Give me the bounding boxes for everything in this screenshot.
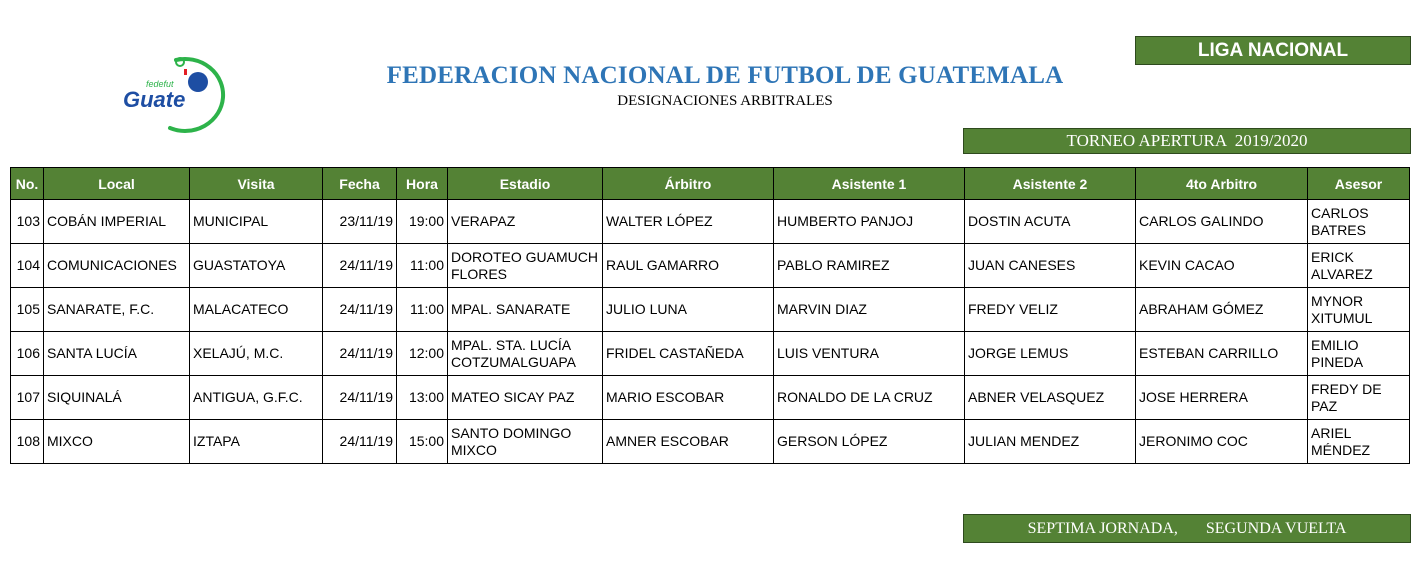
cell-asesor: CARLOS BATRES [1308,200,1410,244]
table-row [11,332,1410,376]
cell-arbitro: MARIO ESCOBAR [603,376,774,420]
cell-no: 104 [11,244,44,288]
header-estadio: Estadio [448,168,603,200]
table-row [11,200,1410,244]
cell-4to-arbitro: JOSE HERRERA [1136,376,1308,420]
cell-fecha: 24/11/19 [323,288,397,332]
fedefut-guate-logo [118,52,238,134]
cell-hora: 15:00 [397,420,448,464]
cell-hora: 11:00 [397,288,448,332]
cell-asistente-1: GERSON LÓPEZ [774,420,965,464]
header-asistente-2: Asistente 2 [965,168,1136,200]
cell-local: SIQUINALÁ [44,376,190,420]
cell-hora: 12:00 [397,332,448,376]
cell-no: 105 [11,288,44,332]
cell-visita: IZTAPA [190,420,323,464]
cell-no: 106 [11,332,44,376]
cell-4to-arbitro: JERONIMO COC [1136,420,1308,464]
cell-estadio: MPAL. SANARATE [448,288,603,332]
cell-asesor: FREDY DE PAZ [1308,376,1410,420]
cell-asistente-1: PABLO RAMIREZ [774,244,965,288]
cell-arbitro: AMNER ESCOBAR [603,420,774,464]
table-row [11,420,1410,464]
cell-local: MIXCO [44,420,190,464]
cell-4to-arbitro: ESTEBAN CARRILLO [1136,332,1308,376]
cell-local: SANARATE, F.C. [44,288,190,332]
cell-fecha: 24/11/19 [323,420,397,464]
header-local: Local [44,168,190,200]
page-title: FEDERACION NACIONAL DE FUTBOL DE GUATEMALA [386,62,1064,89]
header-no: No. [11,168,44,200]
cell-hora: 19:00 [397,200,448,244]
cell-estadio: MATEO SICAY PAZ [448,376,603,420]
cell-visita: MUNICIPAL [190,200,323,244]
cell-fecha: 24/11/19 [323,376,397,420]
header-asesor: Asesor [1308,168,1410,200]
cell-asistente-2: FREDY VELIZ [965,288,1136,332]
table-header-row [11,168,1410,200]
header-4to-arbitro: 4to Arbitro [1136,168,1308,200]
cell-asesor: EMILIO PINEDA [1308,332,1410,376]
cell-hora: 13:00 [397,376,448,420]
header-arbitro: Árbitro [603,168,774,200]
cell-asistente-2: JULIAN MENDEZ [965,420,1136,464]
logo-small-text: fedefut [146,79,174,89]
cell-estadio: VERAPAZ [448,200,603,244]
logo-main-text: Guate [123,87,186,112]
header-fecha: Fecha [323,168,397,200]
cell-local: SANTA LUCÍA [44,332,190,376]
cell-asistente-1: LUIS VENTURA [774,332,965,376]
cell-4to-arbitro: CARLOS GALINDO [1136,200,1308,244]
cell-asistente-2: ABNER VELASQUEZ [965,376,1136,420]
cell-no: 103 [11,200,44,244]
cell-asistente-2: JUAN CANESES [965,244,1136,288]
cell-local: COBÁN IMPERIAL [44,200,190,244]
cell-fecha: 23/11/19 [323,200,397,244]
table-row [11,288,1410,332]
header-hora: Hora [397,168,448,200]
jornada-label: SEPTIMA JORNADA, SEGUNDA VUELTA [963,514,1411,543]
cell-no: 108 [11,420,44,464]
cell-visita: MALACATECO [190,288,323,332]
cell-asistente-1: MARVIN DIAZ [774,288,965,332]
cell-arbitro: RAUL GAMARRO [603,244,774,288]
cell-fecha: 24/11/19 [323,332,397,376]
cell-visita: GUASTATOYA [190,244,323,288]
cell-fecha: 24/11/19 [323,244,397,288]
cell-local: COMUNICACIONES [44,244,190,288]
cell-no: 107 [11,376,44,420]
cell-asistente-2: DOSTIN ACUTA [965,200,1136,244]
cell-4to-arbitro: ABRAHAM GÓMEZ [1136,288,1308,332]
cell-asistente-1: HUMBERTO PANJOJ [774,200,965,244]
cell-4to-arbitro: KEVIN CACAO [1136,244,1308,288]
cell-arbitro: WALTER LÓPEZ [603,200,774,244]
header-asistente-1: Asistente 1 [774,168,965,200]
liga-nacional-label: LIGA NACIONAL [1135,36,1411,65]
cell-hora: 11:00 [397,244,448,288]
designaciones-table [10,167,1410,464]
cell-arbitro: JULIO LUNA [603,288,774,332]
cell-asistente-2: JORGE LEMUS [965,332,1136,376]
cell-estadio: MPAL. STA. LUCÍA COTZUMALGUAPA [448,332,603,376]
torneo-label: TORNEO APERTURA 2019/2020 [963,128,1411,154]
table-row [11,376,1410,420]
cell-arbitro: FRIDEL CASTAÑEDA [603,332,774,376]
cell-asistente-1: RONALDO DE LA CRUZ [774,376,965,420]
cell-estadio: DOROTEO GUAMUCH FLORES [448,244,603,288]
cell-asesor: MYNOR XITUMUL [1308,288,1410,332]
page-subtitle: DESIGNACIONES ARBITRALES [617,93,833,109]
cell-asesor: ERICK ALVAREZ [1308,244,1410,288]
cell-visita: ANTIGUA, G.F.C. [190,376,323,420]
cell-estadio: SANTO DOMINGO MIXCO [448,420,603,464]
table-row [11,244,1410,288]
cell-visita: XELAJÚ, M.C. [190,332,323,376]
cell-asesor: ARIEL MÉNDEZ [1308,420,1410,464]
header-visita: Visita [190,168,323,200]
